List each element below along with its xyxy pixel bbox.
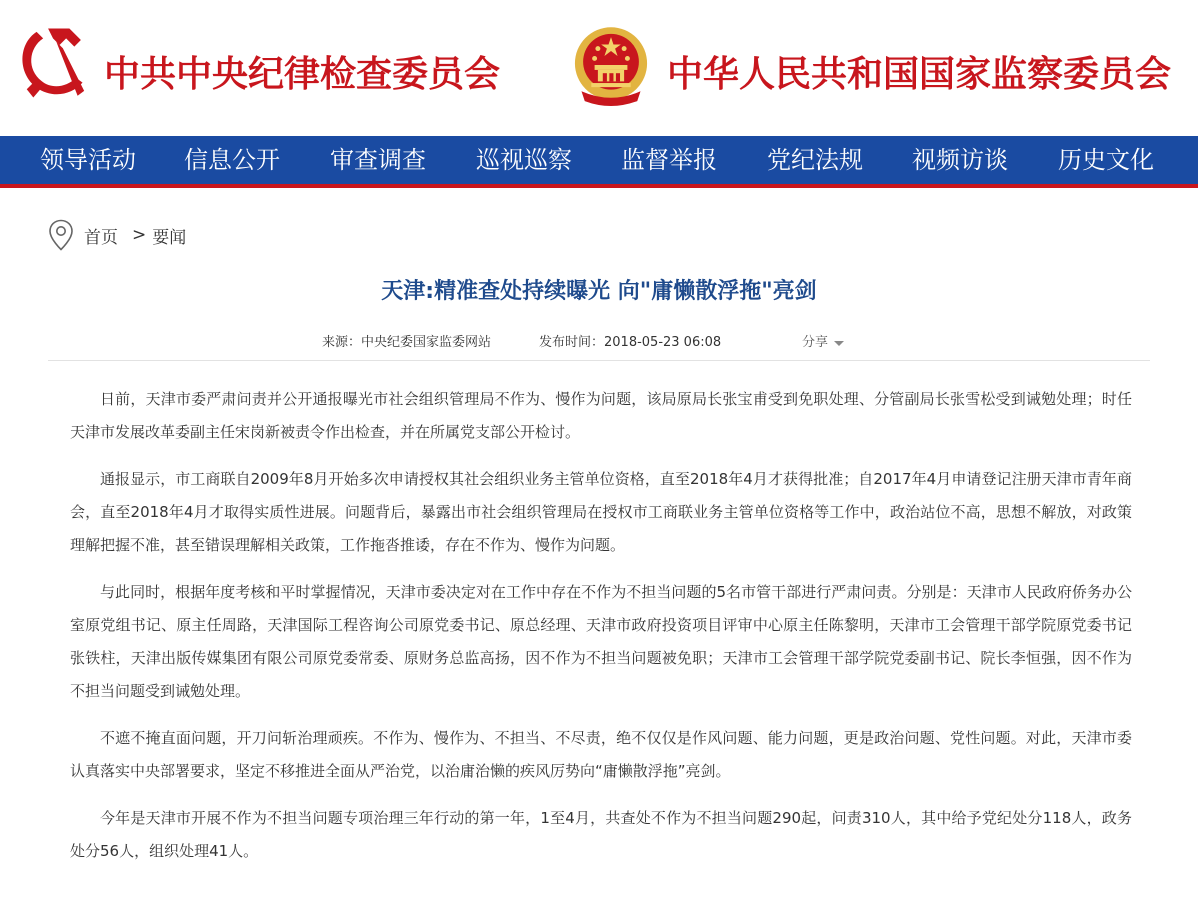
nav-item-inspection[interactable]: 巡视巡察 [476, 146, 572, 174]
nav-accent-stripe [0, 184, 1198, 188]
nav-item-regulations[interactable]: 党纪法规 [767, 146, 863, 174]
breadcrumb-home-link[interactable]: 首页 [84, 227, 118, 248]
site-banner [0, 0, 1198, 136]
caret-down-icon [834, 341, 844, 346]
cpc-commission-title[interactable]: 中共中央纪律检查委员会 [104, 53, 501, 95]
nav-item-leadership[interactable]: 领导活动 [40, 146, 136, 174]
article-body [70, 383, 1132, 882]
state-commission-title[interactable]: 中华人民共和国国家监察委员会 [667, 53, 1172, 95]
nav-item-reporting[interactable]: 监督举报 [621, 146, 717, 174]
share-button[interactable] [802, 333, 844, 353]
nav-item-disclosure[interactable]: 信息公开 [184, 146, 280, 174]
location-pin-icon [48, 219, 74, 251]
nav-item-history[interactable]: 历史文化 [1058, 146, 1154, 174]
breadcrumb-separator: > [132, 225, 147, 245]
national-emblem-icon [570, 22, 652, 108]
main-nav [0, 136, 1198, 184]
article-divider [48, 360, 1150, 361]
breadcrumb [48, 219, 186, 251]
article-paragraph: 通报显示，市工商联自2009年8月开始多次申请授权其社会组织业务主管单位资格，直至2018年4月才获得批准；自2017年4月申请登记注册天津市青年商会，直至2018年4月才取得实质性进展。问题背后，暴露出市社会组织管理局在授权市工商联业务主管单位资格等工作中，政治站位不高，思想不解放，对政策理解把握不准，甚至错误理解相关政策，工作拖沓推诿，存在不作为、慢作为问题。 [70, 470, 1132, 554]
share-label: 分享 [802, 335, 829, 350]
article-paragraph: 与此同时，根据年度考核和平时掌握情况，天津市委决定对在工作中存在不作为不担当问题的5名市管干部进行严肃问责。分别是：天津市人民政府侨务办公室原党组书记、原主任周路，天津国际工程咨询公司原党委书记、原总经理、天津市政府投资项目评审中心原主任陈黎明，天津市工会管理干部学院原党委书记张铁柱，天津出版传媒集团有限公司原党委常委、原财务总监高扬，因不作为不担当问题被免职；天津市工会管理干部学院党委副书记、院长李恒强，因不作为不担当问题受到诫勉处理。 [70, 583, 1132, 700]
article-paragraph: 不遮不掩直面问题，开刀问斩治理顽疾。不作为、慢作为、不担当、不尽责，绝不仅仅是作风问题、能力问题，更是政治问题、党性问题。对此，天津市委认真落实中央部署要求，坚定不移推进全面从严治党，以治庸治懒的疾风厉势向“庸懒散浮拖”亮剑。 [70, 729, 1132, 780]
breadcrumb-current-link[interactable]: 要闻 [152, 227, 187, 248]
article-paragraph: 今年是天津市开展不作为不担当问题专项治理三年行动的第一年，1至4月，共查处不作为不担当问题290起，问责310人，其中给予党纪处分118人，政务处分56人，组织处理41人。 [70, 809, 1132, 860]
article-paragraph: 日前，天津市委严肃问责并公开通报曝光市社会组织管理局不作为、慢作为问题，该局原局长张宝甫受到免职处理、分管副局长张雪松受到诫勉处理；时任天津市发展改革委副主任宋岗新被责令作出检查，并在所属党支部公开检讨。 [70, 390, 1132, 441]
article-title: 天津:精准查处持续曝光 向"庸懒散浮拖"亮剑 [381, 279, 817, 304]
hammer-sickle-icon [12, 22, 94, 104]
article-source: 来源：中央纪委国家监委网站 [322, 335, 492, 350]
nav-item-investigation[interactable]: 审查调查 [330, 146, 426, 174]
nav-item-video[interactable]: 视频访谈 [912, 146, 1008, 174]
article-publish-time: 发布时间：2018-05-23 06:08 [539, 335, 722, 350]
